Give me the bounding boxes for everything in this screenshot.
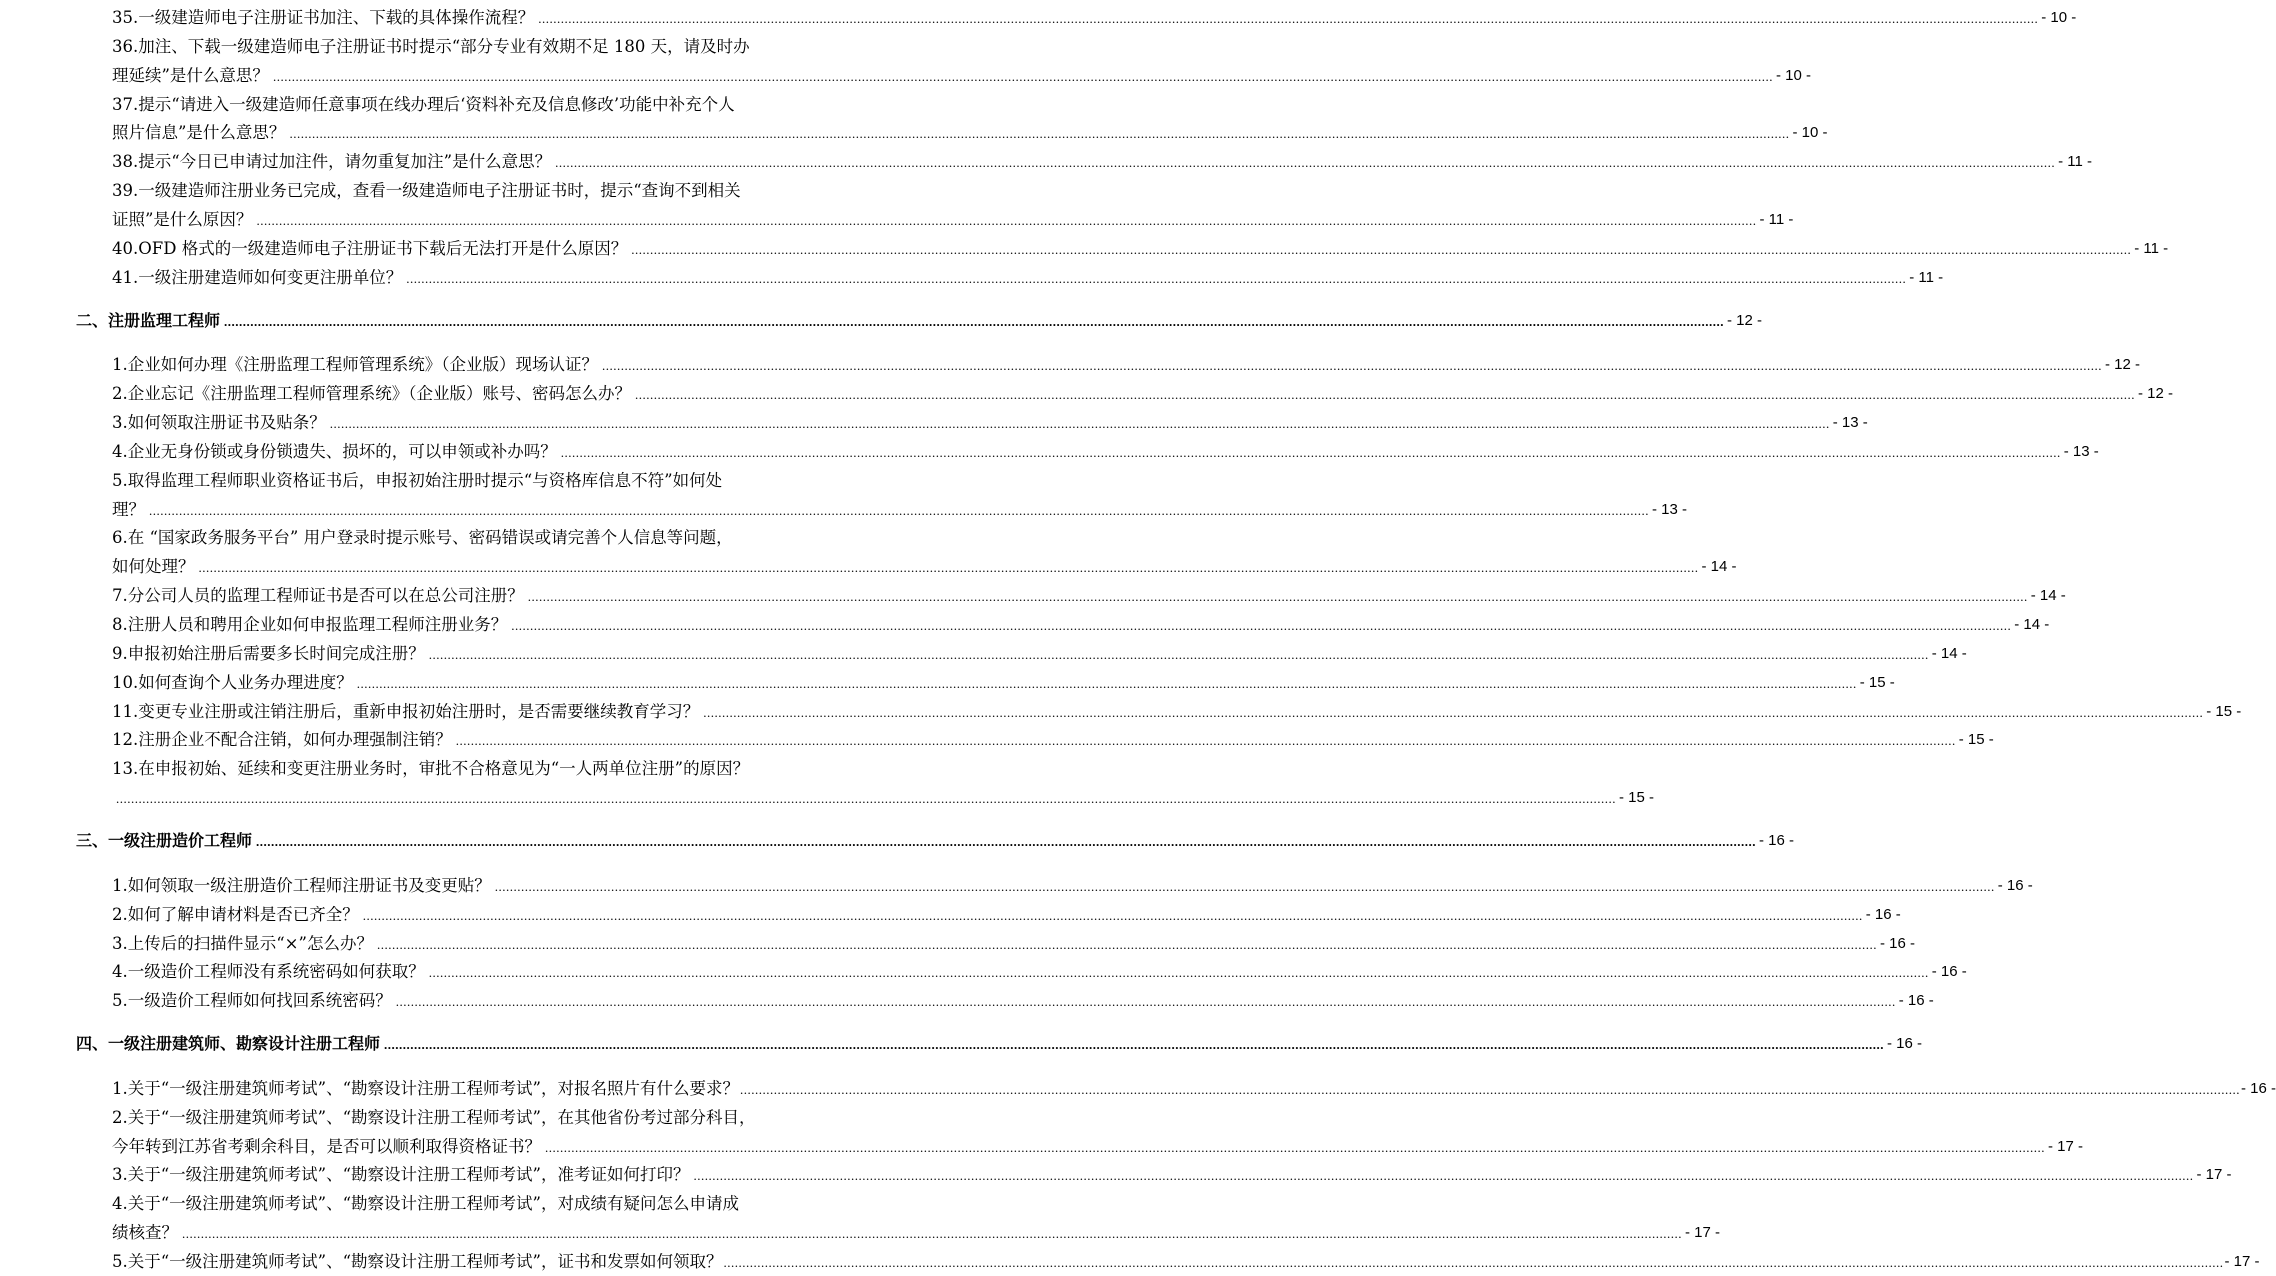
- dot-leader: ................................................................................................................................................................................................................................................................................................................................................................................................................: [703, 704, 2204, 720]
- toc-entry-page-number: - 12 -: [2138, 385, 2174, 403]
- toc-entry-page-number: - 13 -: [1832, 414, 1868, 432]
- section-heading-text: 二、注册监理工程师: [76, 310, 221, 330]
- toc-entry-text: 5.一级造价工程师如何找回系统密码？: [112, 991, 392, 1011]
- toc-entry[interactable]: [112, 987, 1934, 1015]
- toc-entry-text: 1.如何领取一级注册造价工程师注册证书及变更贴？: [112, 875, 491, 895]
- toc-entry[interactable]: [112, 496, 1688, 524]
- toc-entry-text: 4.企业无身份锁或身份锁遗失、损坏的，可以申领或补办吗？: [112, 441, 557, 461]
- toc-entry[interactable]: [112, 930, 1915, 958]
- toc-entry[interactable]: [112, 438, 2099, 466]
- dot-leader: ................................................................................................................................................................................................................................................................................................................................................................................................................: [602, 358, 2102, 374]
- toc-entry[interactable]: [112, 1133, 2084, 1161]
- toc-entry-text: 8.注册人员和聘用企业如何申报监理工程师注册业务？: [112, 615, 508, 634]
- toc-entry-page-number: - 15 -: [1859, 673, 1895, 691]
- toc-entry-line: 37.提示“请进入一级建造师任意事项在线办理后‘资料补充及信息修改’功能中补充个人: [112, 94, 735, 114]
- toc-entry-page-number: - 15 -: [2206, 702, 2242, 720]
- section-heading[interactable]: [76, 827, 1795, 855]
- dot-leader: ................................................................................................................................................................................................................................................................................................................................................................................................................: [329, 416, 1830, 432]
- dot-leader: ................................................................................................................................................................................................................................................................................................................................................................................................................: [256, 833, 1757, 849]
- dot-leader: ................................................................................................................................................................................................................................................................................................................................................................................................................: [527, 589, 2028, 605]
- section-heading-page-number: - 16 -: [1887, 1035, 1923, 1053]
- toc-entry-page-number: - 16 -: [1997, 876, 2033, 894]
- toc-entry-text: 2.如何了解申请材料是否已齐全？: [112, 904, 359, 924]
- toc-entry-text: 3.如何领取注册证书及贴条？: [112, 413, 326, 433]
- toc-entry-page-number: - 16 -: [2240, 1079, 2276, 1097]
- dot-leader: ................................................................................................................................................................................................................................................................................................................................................................................................................: [723, 1255, 2224, 1270]
- section-heading[interactable]: [76, 1030, 1923, 1058]
- toc-entry[interactable]: [112, 380, 2174, 408]
- dot-leader: ................................................................................................................................................................................................................................................................................................................................................................................................................: [545, 1139, 2045, 1155]
- toc-entry[interactable]: [112, 351, 2141, 379]
- dot-leader: ................................................................................................................................................................................................................................................................................................................................................................................................................: [494, 878, 1995, 894]
- dot-leader: ................................................................................................................................................................................................................................................................................................................................................................................................................: [376, 936, 1877, 952]
- toc-entry-page-number: - 16 -: [1931, 963, 1967, 981]
- toc-entry-text: 3.上传后的扫描件显示“×”怎么办？: [112, 933, 373, 953]
- toc-entry-page-number: - 10 -: [1775, 66, 1811, 84]
- toc-entry-text: 7.分公司人员的监理工程师证书是否可以在总公司注册？: [112, 586, 524, 606]
- toc-entry-text: 41.一级注册建造师如何变更注册单位？: [112, 267, 403, 287]
- toc-entry-page-number: - 11 -: [1909, 268, 1944, 286]
- dot-leader: ................................................................................................................................................................................................................................................................................................................................................................................................................: [356, 675, 1857, 691]
- toc-entry[interactable]: [112, 698, 2242, 726]
- dot-leader: ................................................................................................................................................................................................................................................................................................................................................................................................................: [428, 646, 1929, 662]
- toc-entry-text: 11.变更专业注册或注销注册后，重新申报初始注册时，是否需要继续教育学习？: [112, 701, 700, 721]
- toc-entry-text: 38.提示“今日已申请过加注件，请勿重复加注”是什么意思？: [112, 152, 552, 172]
- toc-entry[interactable]: [112, 1161, 2232, 1189]
- dot-leader: ................................................................................................................................................................................................................................................................................................................................................................................................................: [538, 11, 2039, 26]
- toc-entry-text: 1.企业如何办理《注册监理工程师管理系统》（企业版）现场认证？: [112, 355, 598, 375]
- toc-entry-text: 4.一级造价工程师没有系统密码如何获取？: [112, 962, 425, 982]
- toc-entry-text: 如何处理？: [112, 557, 195, 577]
- toc-entry-page-number: - 16 -: [1879, 934, 1915, 952]
- dot-leader: ................................................................................................................................................................................................................................................................................................................................................................................................................: [428, 965, 1929, 981]
- toc-entry[interactable]: [112, 409, 1868, 437]
- toc-entry-line: 6.在 “国家政务服务平台” 用户登录时提示账号、密码错误或请完善个人信息等问题，: [112, 528, 733, 548]
- toc-entry[interactable]: [112, 611, 2050, 639]
- toc-entry-page-number: - 12 -: [2105, 356, 2141, 374]
- toc-entry-line: 5.取得监理工程师职业资格证书后，申报初始注册时提示“与资格库信息不符”如何处: [112, 470, 723, 490]
- toc-entry-page-number: - 11 -: [2134, 239, 2169, 257]
- toc-entry-page-number: - 14 -: [2030, 587, 2066, 605]
- dot-leader: ................................................................................................................................................................................................................................................................................................................................................................................................................: [555, 155, 2056, 171]
- toc-entry-page-number: - 10 -: [1792, 124, 1828, 142]
- toc-entry[interactable]: [112, 669, 1895, 697]
- dot-leader: ................................................................................................................................................................................................................................................................................................................................................................................................................: [693, 1168, 2194, 1184]
- toc-entry-page-number: - 13 -: [1652, 500, 1688, 518]
- toc-entry-text: 理？: [112, 499, 145, 519]
- toc-entry-text: 9.申报初始注册后需要多长时间完成注册？: [112, 643, 425, 663]
- toc-entry[interactable]: [112, 726, 1994, 754]
- dot-leader: ................................................................................................................................................................................................................................................................................................................................................................................................................: [739, 1081, 2240, 1097]
- toc-entry[interactable]: [112, 784, 1655, 812]
- toc-entry-page-number: - 15 -: [1958, 731, 1994, 749]
- dot-leader: ................................................................................................................................................................................................................................................................................................................................................................................................................: [272, 68, 1773, 84]
- dot-leader: ................................................................................................................................................................................................................................................................................................................................................................................................................: [635, 387, 2135, 403]
- toc-entry[interactable]: [112, 264, 1944, 292]
- section-heading-page-number: - 12 -: [1727, 311, 1763, 329]
- dot-leader: ................................................................................................................................................................................................................................................................................................................................................................................................................: [224, 313, 1725, 329]
- toc-entry-page-number: - 14 -: [2014, 616, 2050, 633]
- section-heading-text: 四、一级注册建筑师、勘察设计注册工程师: [76, 1034, 381, 1054]
- toc-entry-text: 40.OFD 格式的一级建造师电子注册证书下载后无法打开是什么原因？: [112, 238, 628, 258]
- toc-entry[interactable]: [112, 4, 2077, 32]
- toc-entry[interactable]: [112, 1219, 1721, 1247]
- toc-entry-line: 4.关于“一级注册建筑师考试”、“勘察设计注册工程师考试”，对成绩有疑问怎么申请成: [112, 1194, 739, 1214]
- dot-leader: ................................................................................................................................................................................................................................................................................................................................................................................................................: [362, 907, 1863, 923]
- dot-leader: ................................................................................................................................................................................................................................................................................................................................................................................................................: [149, 502, 1649, 518]
- toc-entry-page-number: - 14 -: [1701, 558, 1737, 576]
- toc-entry[interactable]: [112, 206, 1794, 234]
- dot-leader: ................................................................................................................................................................................................................................................................................................................................................................................................................: [116, 791, 1616, 807]
- section-heading-page-number: - 16 -: [1759, 831, 1795, 849]
- dot-leader: ................................................................................................................................................................................................................................................................................................................................................................................................................: [182, 1226, 1682, 1242]
- toc-entry-page-number: - 13 -: [2063, 442, 2099, 460]
- toc-entry-page-number: - 17 -: [1685, 1224, 1721, 1242]
- toc-entry[interactable]: [112, 582, 2066, 610]
- dot-leader: ................................................................................................................................................................................................................................................................................................................................................................................................................: [455, 733, 1956, 749]
- toc-entry[interactable]: [112, 119, 1828, 147]
- dot-leader: ................................................................................................................................................................................................................................................................................................................................................................................................................: [511, 618, 2012, 633]
- toc-entry-line: 39.一级建造师注册业务已完成，查看一级建造师电子注册证书时，提示“查询不到相关: [112, 181, 741, 201]
- toc-entry[interactable]: [112, 148, 2093, 176]
- toc-entry-text: 1.关于“一级注册建筑师考试”、“勘察设计注册工程师考试”，对报名照片有什么要求？: [112, 1078, 739, 1098]
- toc-entry-page-number: - 17 -: [2196, 1166, 2232, 1184]
- dot-leader: ................................................................................................................................................................................................................................................................................................................................................................................................................: [631, 241, 2132, 257]
- toc-entry[interactable]: [112, 1248, 2260, 1276]
- toc-entry-text: 证照”是什么原因？: [112, 209, 253, 229]
- toc-entry[interactable]: [112, 1075, 2276, 1103]
- toc-entry-page-number: - 10 -: [2041, 9, 2077, 26]
- dot-leader: ................................................................................................................................................................................................................................................................................................................................................................................................................: [256, 212, 1757, 228]
- toc-entry-page-number: - 16 -: [1898, 992, 1934, 1010]
- toc-entry[interactable]: [112, 553, 1737, 581]
- dot-leader: ................................................................................................................................................................................................................................................................................................................................................................................................................: [406, 270, 1907, 286]
- toc-entry[interactable]: [112, 901, 1901, 929]
- toc-entry-page-number: - 14 -: [1931, 644, 1967, 662]
- toc-entry-line: 36.加注、下载一级建造师电子注册证书时提示“部分专业有效期不足 180 天，请及时办: [112, 36, 750, 56]
- toc-entry-line: 2.关于“一级注册建筑师考试”、“勘察设计注册工程师考试”，在其他省份考过部分科目，: [112, 1107, 756, 1127]
- toc-entry-page-number: - 17 -: [2224, 1253, 2260, 1270]
- dot-leader: ................................................................................................................................................................................................................................................................................................................................................................................................................: [384, 1037, 1885, 1053]
- toc-entry[interactable]: [112, 62, 1811, 90]
- toc-entry-text: 照片信息”是什么意思？: [112, 123, 286, 143]
- dot-leader: ................................................................................................................................................................................................................................................................................................................................................................................................................: [395, 994, 1896, 1010]
- toc-entry-page-number: - 15 -: [1619, 789, 1655, 807]
- toc-entry-page-number: - 11 -: [1759, 210, 1794, 228]
- toc-entry-page-number: - 16 -: [1865, 905, 1901, 923]
- toc-entry-text: 10.如何查询个人业务办理进度？: [112, 672, 353, 692]
- dot-leader: ................................................................................................................................................................................................................................................................................................................................................................................................................: [198, 560, 1699, 576]
- section-heading[interactable]: [76, 307, 1763, 335]
- section-heading-text: 三、一级注册造价工程师: [76, 830, 253, 850]
- toc-entry[interactable]: [112, 640, 1967, 668]
- toc-entry-page-number: - 17 -: [2048, 1137, 2084, 1155]
- toc-entry-text: 绩核查？: [112, 1223, 178, 1243]
- dot-leader: ................................................................................................................................................................................................................................................................................................................................................................................................................: [289, 126, 1790, 142]
- toc-entry-line: 13.在申报初始、延续和变更注册业务时，审批不合格意见为“一人两单位注册”的原因？: [112, 759, 750, 779]
- dot-leader: ................................................................................................................................................................................................................................................................................................................................................................................................................: [560, 444, 2061, 460]
- toc-entry[interactable]: [112, 235, 2169, 263]
- toc-entry-text: 2.企业忘记《注册监理工程师管理系统》（企业版）账号、密码怎么办？: [112, 384, 631, 404]
- toc-entry-text: 5.关于“一级注册建筑师考试”、“勘察设计注册工程师考试”，证书和发票如何领取？: [112, 1252, 723, 1271]
- toc-entry-text: 3.关于“一级注册建筑师考试”、“勘察设计注册工程师考试”，准考证如何打印？: [112, 1165, 690, 1185]
- toc-entry-text: 12.注册企业不配合注销，如何办理强制注销？: [112, 730, 452, 750]
- toc-entry[interactable]: [112, 872, 2033, 900]
- toc-entry-page-number: - 11 -: [2058, 153, 2093, 171]
- toc-entry[interactable]: [112, 958, 1967, 986]
- toc-entry-text: 今年转到江苏省考剩余科目，是否可以顺利取得资格证书？: [112, 1136, 541, 1156]
- toc-entry-text: 35.一级建造师电子注册证书加注、下载的具体操作流程？: [112, 8, 535, 27]
- toc-entry-text: 理延续”是什么意思？: [112, 65, 269, 85]
